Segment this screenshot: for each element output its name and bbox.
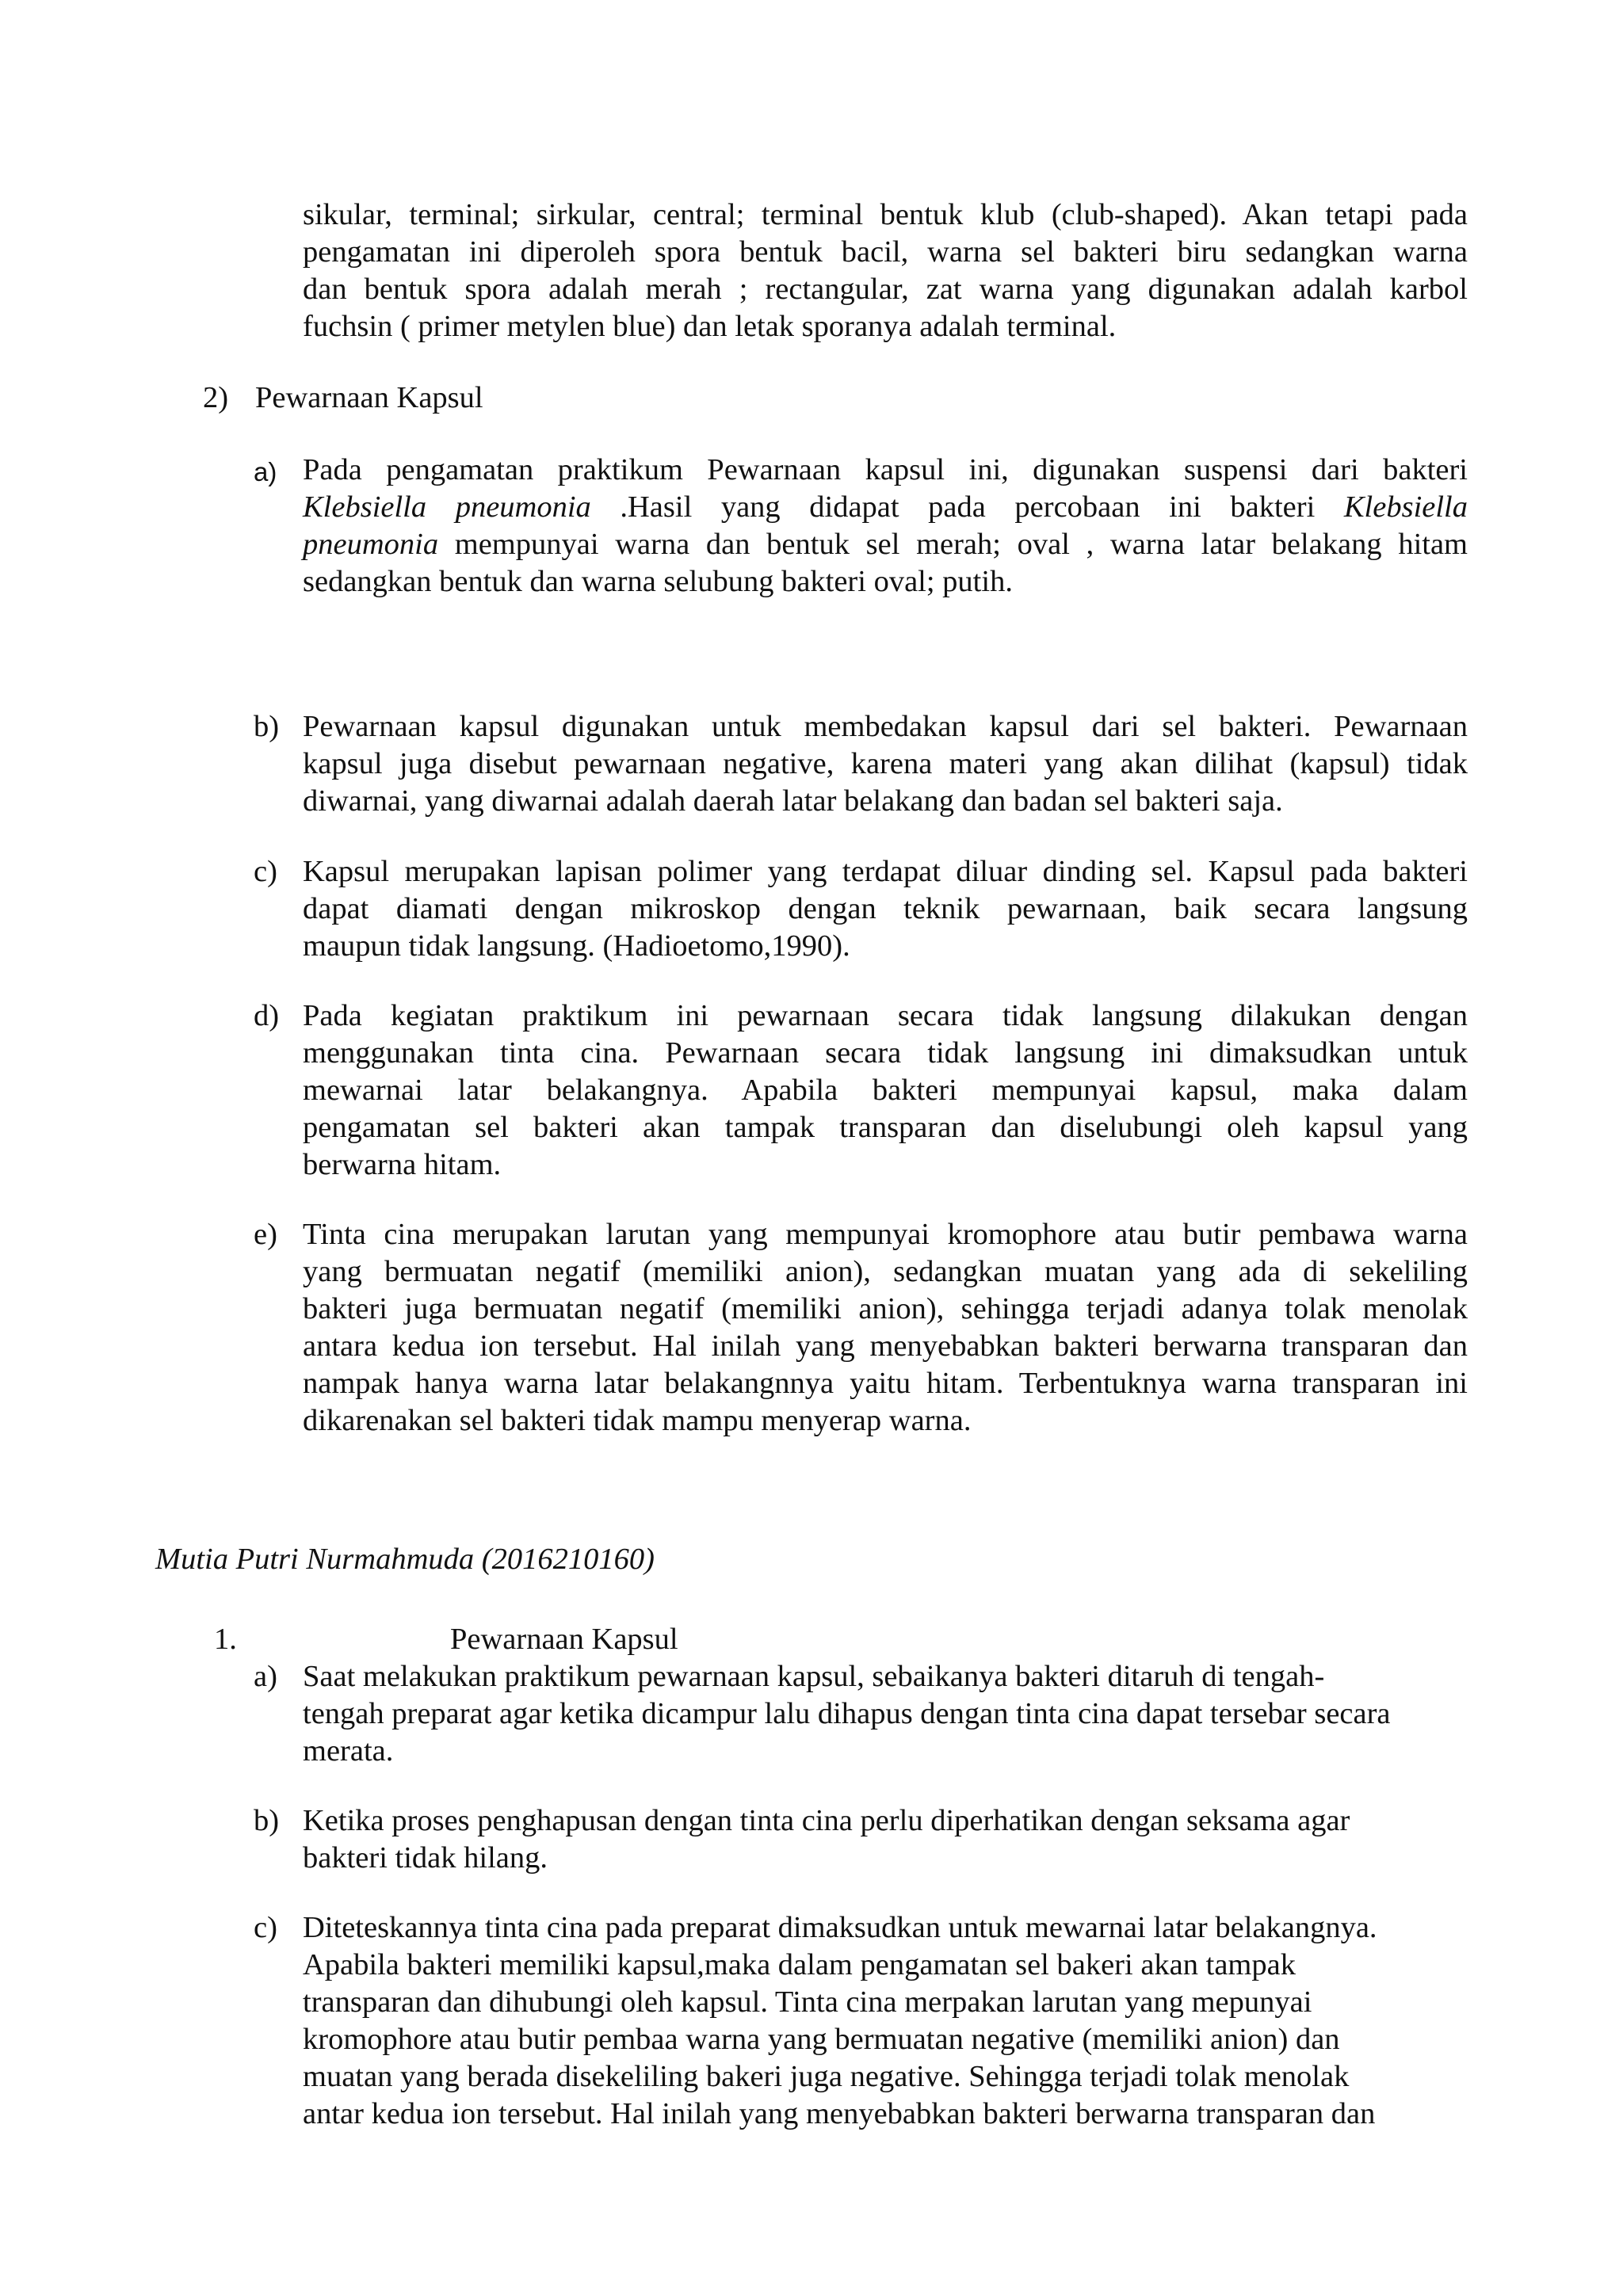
text-run: mempunyai warna dan bentuk sel merah; oval , warna latar belakang hitam [438, 528, 1468, 561]
item-2a-text [303, 452, 1468, 601]
paragraph-line: Saat melakukan praktikum pewarnaan kapsul, sebaikanya bakteri ditaruh di tengah- [303, 1660, 1325, 1693]
section-number: 1. [214, 1623, 237, 1656]
paragraph-line: sikular, terminal; sirkular, central; terminal bentuk klub (club-shaped). Akan tetapi pada [303, 198, 1468, 231]
item-2b-text [303, 708, 1468, 820]
list-marker: e) [254, 1218, 277, 1251]
list-marker: b) [254, 710, 280, 743]
species-name: Klebsiella [1343, 490, 1468, 524]
paragraph-line: mewarnai latar belakangnya. Apabila bakteri mempunyai kapsul, maka dalam [303, 1074, 1468, 1107]
text-run: .Hasil yang didapat pada percobaan ini bakteri [590, 490, 1344, 524]
item-2e-marker [254, 1216, 277, 1253]
paragraph-line: sedangkan bentuk dan warna selubung bakteri oval; putih. [303, 565, 1013, 598]
section-title: Pewarnaan Kapsul [450, 1623, 678, 1656]
species-name: Klebsiella pneumonia [303, 490, 591, 524]
item-2a-marker [254, 453, 277, 490]
paragraph-line: antara kedua ion tersebut. Hal inilah yang menyebabkan bakteri berwarna transparan dan [303, 1329, 1468, 1363]
item-2b-marker [254, 708, 279, 746]
paragraph-line: dan bentuk spora adalah merah ; rectangular, zat warna yang digunakan adalah karbol [303, 273, 1468, 306]
list-marker: a) [254, 457, 277, 486]
list-marker: c) [254, 1911, 277, 1944]
paragraph-line: Apabila bakteri memiliki kapsul,maka dalam pengamatan sel bakeri akan tampak [303, 1948, 1296, 1981]
item-2c-text [303, 853, 1468, 965]
section-2-title [255, 379, 483, 417]
paragraph-line: pengamatan ini diperoleh spora bentuk bacil, warna sel bakteri biru sedangkan warna [303, 235, 1468, 269]
paragraph-line: Tinta cina merupakan larutan yang mempunyai kromophore atau butir pembawa warna [303, 1218, 1468, 1251]
list-marker: a) [254, 1660, 277, 1693]
paragraph-line: dapat diamati dengan mikroskop dengan teknik pewarnaan, baik secara langsung [303, 892, 1468, 925]
paragraph-line: diwarnai, yang diwarnai adalah daerah latar belakang dan badan sel bakteri saja. [303, 784, 1283, 818]
item-1a-text [303, 1658, 1476, 1770]
item-2d-marker [254, 997, 279, 1035]
list-marker: d) [254, 999, 280, 1032]
paragraph-line: berwarna hitam. [303, 1148, 502, 1181]
item-2c-marker [254, 853, 277, 891]
section-number: 2) [203, 381, 229, 414]
paragraph-line: bakteri tidak hilang. [303, 1841, 548, 1875]
section-2-heading [203, 379, 228, 417]
paragraph-line: muatan yang berada disekeliling bakeri juga negative. Sehingga terjadi tolak menolak [303, 2060, 1350, 2093]
item-2d-text [303, 997, 1468, 1184]
item-1b-text [303, 1802, 1476, 1877]
paragraph-line: bakteri juga bermuatan negatif (memiliki anion), sehingga terjadi adanya tolak menolak [303, 1292, 1468, 1325]
paragraph-line [303, 526, 1468, 563]
paragraph-line: tengah preparat agar ketika dicampur lalu dihapus dengan tinta cina dapat tersebar secara [303, 1697, 1391, 1730]
paragraph-line: menggunakan tinta cina. Pewarnaan secara tidak langsung ini dimaksudkan untuk [303, 1036, 1468, 1070]
section-1-title [450, 1621, 678, 1658]
item-1a-marker [254, 1658, 277, 1695]
paragraph-line: yang bermuatan negatif (memiliki anion), sedangkan muatan yang ada di sekeliling [303, 1255, 1468, 1288]
paragraph-line: Ketika proses penghapusan dengan tinta cina perlu diperhatikan dengan seksama agar [303, 1804, 1350, 1837]
paragraph-line: Pada pengamatan praktikum Pewarnaan kapsul ini, digunakan suspensi dari bakteri [303, 453, 1468, 486]
paragraph-line: Diteteskannya tinta cina pada preparat dimaksudkan untuk mewarnai latar belakangnya. [303, 1911, 1377, 1944]
paragraph-line: kapsul juga disebut pewarnaan negative, karena materi yang akan dilihat (kapsul) tidak [303, 747, 1468, 780]
paragraph-line: kromophore atau butir pembaa warna yang bermuatan negative (memiliki anion) dan [303, 2023, 1340, 2056]
section-title: Pewarnaan Kapsul [255, 381, 483, 414]
paragraph-line: pengamatan sel bakteri akan tampak transparan dan diselubungi oleh kapsul yang [303, 1111, 1468, 1144]
paragraph-line: nampak hanya warna latar belakangnnya yaitu hitam. Terbentuknya warna transparan ini [303, 1367, 1468, 1400]
item-2e-text [303, 1216, 1468, 1440]
paragraph-line: Pada kegiatan praktikum ini pewarnaan secara tidak langsung dilakukan dengan [303, 999, 1468, 1032]
paragraph-line: Kapsul merupakan lapisan polimer yang terdapat diluar dinding sel. Kapsul pada bakteri [303, 855, 1468, 888]
paragraph-line: maupun tidak langsung. (Hadioetomo,1990). [303, 929, 850, 963]
paragraph-line [303, 489, 1468, 526]
item-1c-marker [254, 1909, 277, 1947]
list-marker: c) [254, 855, 277, 888]
paragraph-line: dikarenakan sel bakteri tidak mampu menyerap warna. [303, 1404, 972, 1437]
item-1b-marker [254, 1802, 279, 1840]
paragraph-line: merata. [303, 1734, 394, 1768]
continuation-paragraph [303, 196, 1468, 345]
section-1-number [214, 1621, 237, 1658]
author-heading [155, 1541, 655, 1578]
species-name: pneumonia [303, 528, 439, 561]
paragraph-line: fuchsin ( primer metylen blue) dan letak sporanya adalah terminal. [303, 310, 1117, 343]
author-name: Mutia Putri Nurmahmuda (2016210160) [155, 1543, 655, 1576]
item-1c-text [303, 1909, 1476, 2133]
paragraph-line: antar kedua ion tersebut. Hal inilah yang menyebabkan bakteri berwarna transparan dan [303, 2097, 1376, 2130]
paragraph-line: Pewarnaan kapsul digunakan untuk membedakan kapsul dari sel bakteri. Pewarnaan [303, 710, 1468, 743]
paragraph-line: transparan dan dihubungi oleh kapsul. Tinta cina merpakan larutan yang mepunyai [303, 1985, 1312, 2019]
list-marker: b) [254, 1804, 280, 1837]
